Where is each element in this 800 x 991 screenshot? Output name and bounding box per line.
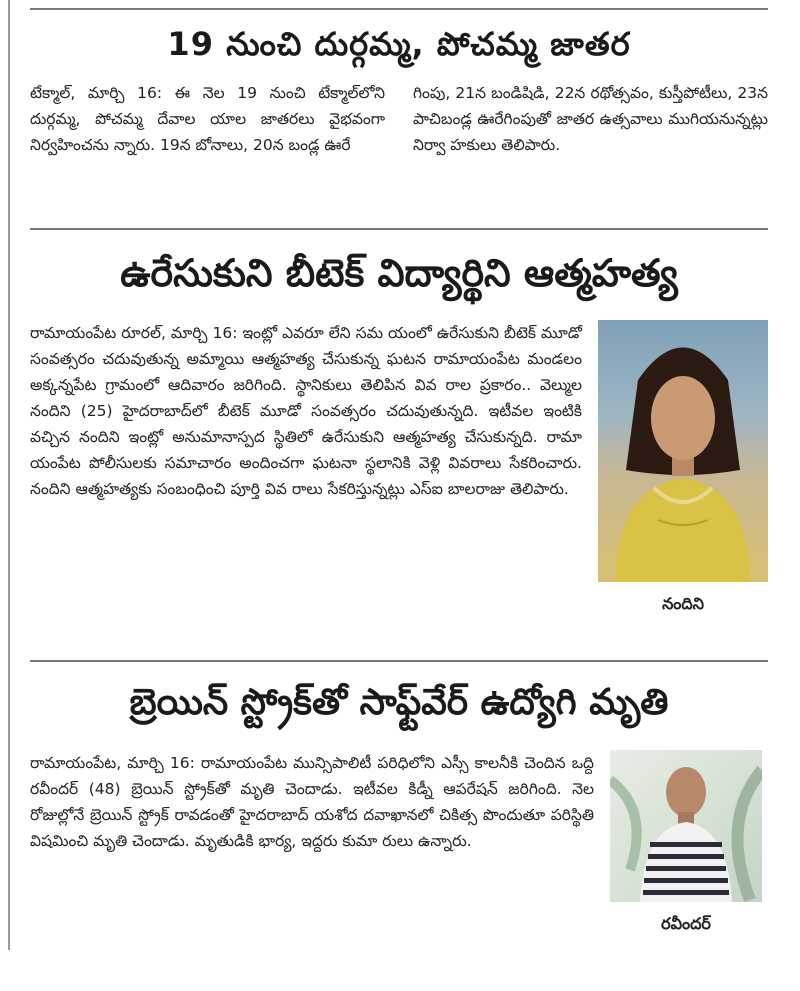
headline: ఉరేసుకుని బీటెక్ విద్యార్థిని ఆత్మహత్య — [120, 251, 678, 295]
photo-caption: రవీందర్ — [661, 914, 711, 933]
photo-block — [610, 750, 762, 937]
article-column-2: గింపు, 21న బండిషిడి, 22న రథోత్సవం, కుస్తీపోటీలు, 23న పాచిబండ్ల ఊరేగింపుతో జాతర ఉత్సవాలు ముగియనున్నట్లు నిర్వా హకులు తెలిపారు. — [413, 84, 768, 154]
portrait-illustration — [598, 320, 768, 582]
portrait-illustration — [610, 750, 762, 902]
article-jatara — [30, 14, 768, 158]
photo-caption: నందిని — [662, 594, 704, 613]
top-divider — [30, 8, 768, 10]
article-column-1: టేక్మాల్, మార్చి 16: ఈ నెల 19 నుంచి టేక్మాల్‌లోని దుర్గమ్మ, పోచమ్మ దేవాల యాల జాతరలు వైభవంగా నిర్వహించను న్నారు. 19న బోనాలు, 20న బండ్ల ఊరే — [30, 84, 385, 154]
headline: 19 నుంచి దుర్గమ్మ, పోచమ్మ జాతర — [167, 25, 631, 63]
person-photo — [598, 320, 768, 582]
article-content — [30, 750, 768, 937]
article-content — [30, 320, 768, 617]
section-divider — [30, 660, 768, 662]
article-brain-stroke — [30, 666, 768, 937]
headline: బ్రెయిన్ స్ట్రోక్‌తో సాఫ్ట్‌వేర్ ఉద్యోగి మృతి — [129, 682, 669, 723]
photo-block — [598, 320, 768, 617]
person-photo — [610, 750, 762, 902]
article-body: రామాయంపేట, మార్చి 16: రామాయంపేట మున్సిపాలిటీ పరిధిలోని ఎస్సీ కాలనీకి చెందిన ఒద్ది రవీందర్ (48) బ్రెయిన్ స్ట్రోక్‌తో మృతి చెందాడు. ఇటీవల కిడ్నీ ఆపరేషన్ జరిగింది. నెల రోజుల్లోనే బ్రెయిన్ స్ట్రోక్ రావడంతో హైదరాబాద్ యశోద దవాఖానలో చికిత్స పొందుతూ పరిస్థితి విషమించి మృతి చెందాడు. మృతుడికి భార్య, ఇద్దరు కుమా రులు ఉన్నారు. — [30, 754, 594, 850]
article-btech-student — [30, 236, 768, 617]
article-columns — [30, 80, 768, 158]
article-body: రామాయంపేట రూరల్, మార్చి 16: ఇంట్లో ఎవరూ లేని సమ యంలో ఉరేసుకుని బీటెక్ మూడో సంవత్సరం చదువుతున్న అమ్మాయి ఆత్మహత్య చేసుకున్న ఘటన రామాయంపేట మండలం అక్కన్నపేట గ్రామంలో ఆదివారం జరిగింది. స్థానికులు తెలిపిన వివ రాల ప్రకారం.. వెల్ముల నందిని (25) హైదరాబాద్‌లో బీటెక్ మూడో సంవత్సరం చదువుతున్నది. ఇటీవల ఇంటికి వచ్చిన నందిని ఇంట్లో అనుమానాస్పద స్థితిలో ఉరేసుకుని ఆత్మహత్య చేసుకున్నది. రామా యంపేట పోలీసులకు సమాచారం అందించగా ఘటనా స్థలానికి వెళ్లి వివరాలు సేకరించారు. నందిని ఆత్మహత్యకు సంబంధించి పూర్తి వివ రాలు సేకరిస్తున్నట్లు ఎస్ఐ బాలరాజు తెలిపారు. — [30, 324, 582, 498]
page-left-border — [8, 0, 10, 950]
section-divider — [30, 228, 768, 230]
